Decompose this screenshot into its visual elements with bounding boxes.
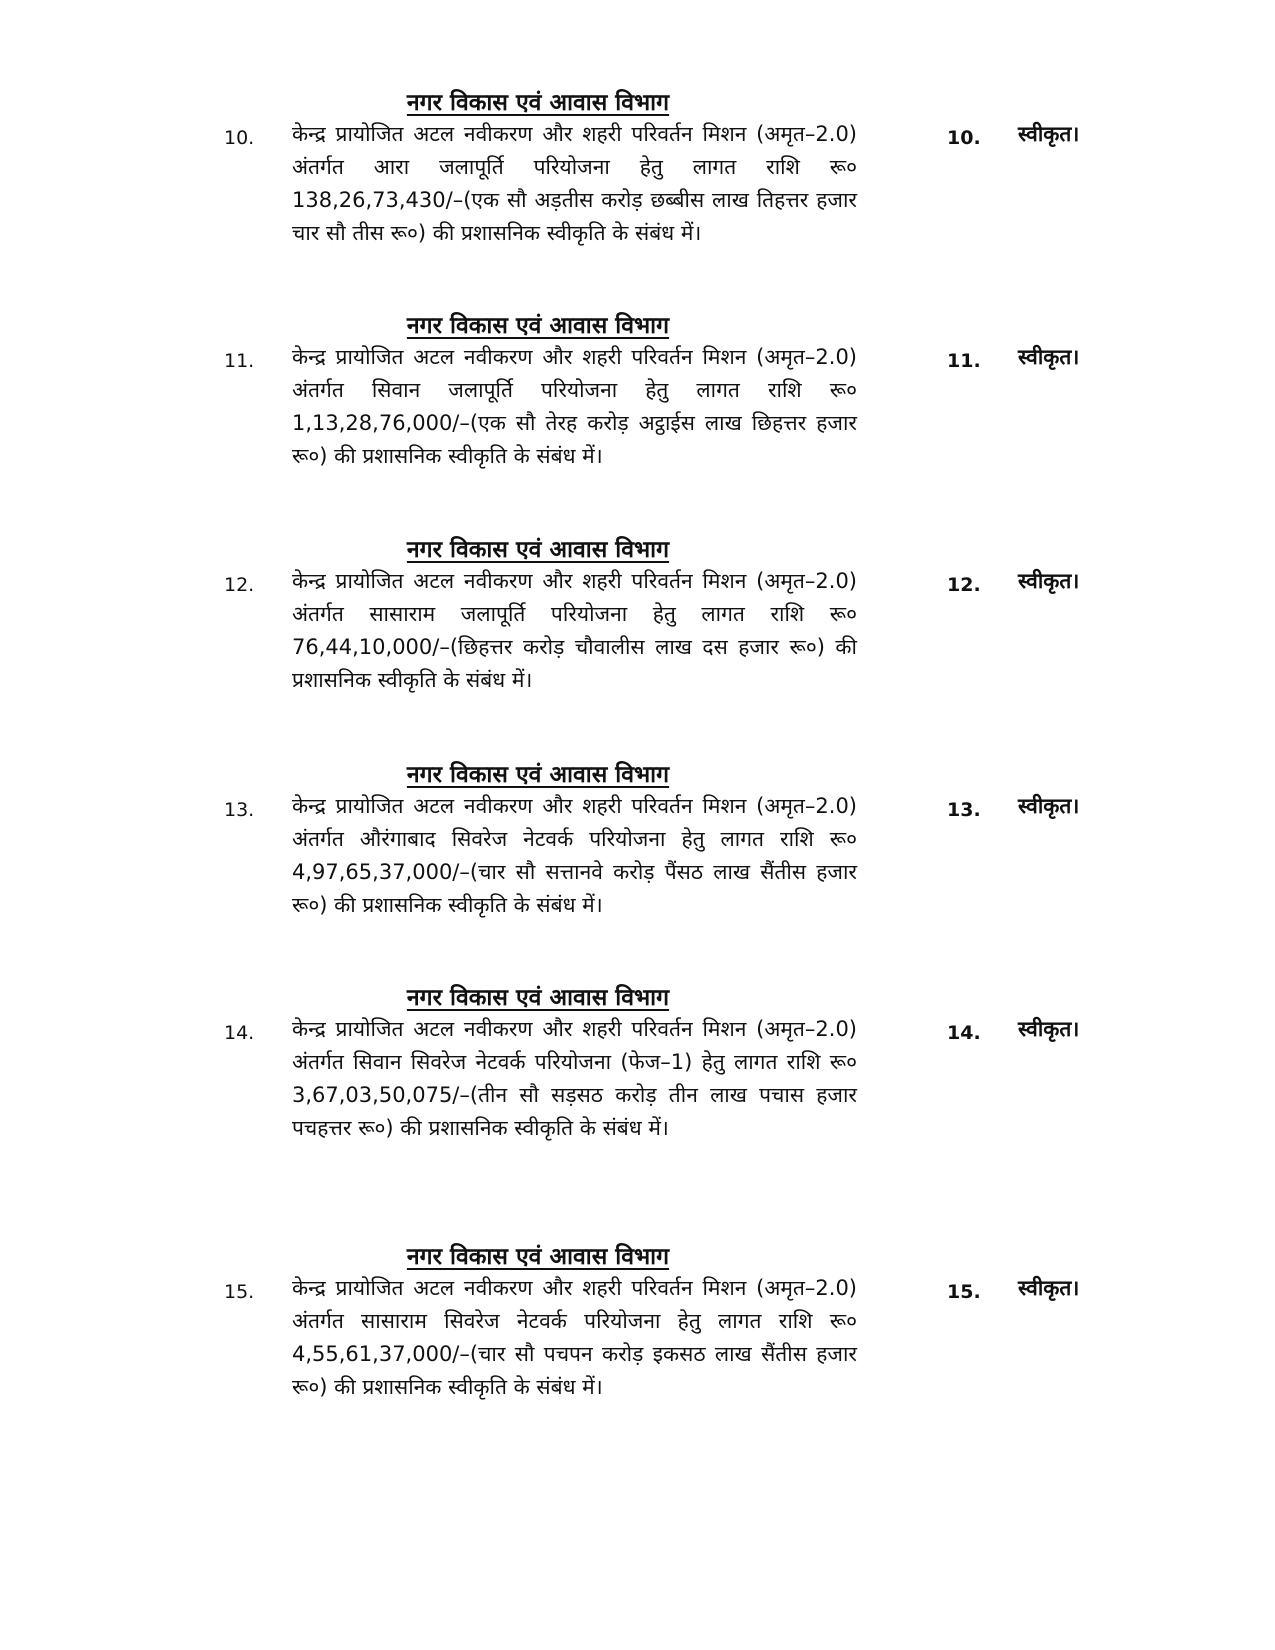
item-serial-number: 10. [224,127,255,149]
decision-status: स्वीकृत। [1018,794,1080,818]
decision-status: स्वीकृत। [1018,345,1080,369]
department-heading: नगर विकास एवं आवास विभाग [406,762,670,788]
department-heading: नगर विकास एवं आवास विभाग [406,985,670,1011]
decision-status: स्वीकृत। [1018,1276,1080,1300]
item-serial-number: 14. [224,1022,255,1044]
department-heading: नगर विकास एवं आवास विभाग [406,1244,670,1270]
item-subject: केन्द्र प्रायोजित अटल नवीकरण और शहरी परिवर्तन मिशन (अमृत–2.0) अंतर्गत औरंगाबाद सिवरेज नेटवर्क परियोजना हेतु लागत राशि रू० 4,97,65,37,000/–(चार सौ सत्तानवे करोड़ पैंसठ लाख सैंतीस हजार रू०) की प्रशासनिक स्वीकृति के संबंध में। [292,794,857,917]
decision-serial-number: 14. [947,1022,981,1044]
department-heading: नगर विकास एवं आवास विभाग [406,90,670,116]
decision-serial-number: 11. [947,350,981,372]
item-subject: केन्द्र प्रायोजित अटल नवीकरण और शहरी परिवर्तन मिशन (अमृत–2.0) अंतर्गत सासाराम जलापूर्ति परियोजना हेतु लागत राशि रू० 76,44,10,000/–(छिहत्तर करोड़ चौवालीस लाख दस हजार रू०) की प्रशासनिक स्वीकृति के संबंध में। [292,569,857,692]
item-serial-number: 13. [224,799,255,821]
decision-status: स्वीकृत। [1018,1017,1080,1041]
item-subject: केन्द्र प्रायोजित अटल नवीकरण और शहरी परिवर्तन मिशन (अमृत–2.0) अंतर्गत सिवान जलापूर्ति परियोजना हेतु लागत राशि रू० 1,13,28,76,000/–(एक सौ तेरह करोड़ अट्ठाईस लाख छिहत्तर हजार रू०) की प्रशासनिक स्वीकृति के संबंध में। [292,345,857,468]
item-subject: केन्द्र प्रायोजित अटल नवीकरण और शहरी परिवर्तन मिशन (अमृत–2.0) अंतर्गत सिवान सिवरेज नेटवर्क परियोजना (फेज–1) हेतु लागत राशि रू० 3,67,03,50,075/–(तीन सौ सड़सठ करोड़ तीन लाख पचास हजार पचहत्तर रू०) की प्रशासनिक स्वीकृति के संबंध में। [292,1017,857,1140]
item-subject: केन्द्र प्रायोजित अटल नवीकरण और शहरी परिवर्तन मिशन (अमृत–2.0) अंतर्गत आरा जलापूर्ति परियोजना हेतु लागत राशि रू० 138,26,73,430/–(एक सौ अड़तीस करोड़ छब्बीस लाख तिहत्तर हजार चार सौ तीस रू०) की प्रशासनिक स्वीकृति के संबंध में। [292,122,857,245]
decision-serial-number: 10. [947,127,981,149]
item-serial-number: 11. [224,350,255,372]
decision-status: स्वीकृत। [1018,122,1080,146]
decision-serial-number: 12. [947,574,981,596]
decision-status: स्वीकृत। [1018,569,1080,593]
department-heading: नगर विकास एवं आवास विभाग [406,537,670,563]
item-serial-number: 15. [224,1281,255,1303]
item-serial-number: 12. [224,574,255,596]
item-subject: केन्द्र प्रायोजित अटल नवीकरण और शहरी परिवर्तन मिशन (अमृत–2.0) अंतर्गत सासाराम सिवरेज नेटवर्क परियोजना हेतु लागत राशि रू० 4,55,61,37,000/–(चार सौ पचपन करोड़ इकसठ लाख सैंतीस हजार रू०) की प्रशासनिक स्वीकृति के संबंध में। [292,1276,857,1399]
decision-serial-number: 15. [947,1281,981,1303]
department-heading: नगर विकास एवं आवास विभाग [406,313,670,339]
decision-serial-number: 13. [947,799,981,821]
